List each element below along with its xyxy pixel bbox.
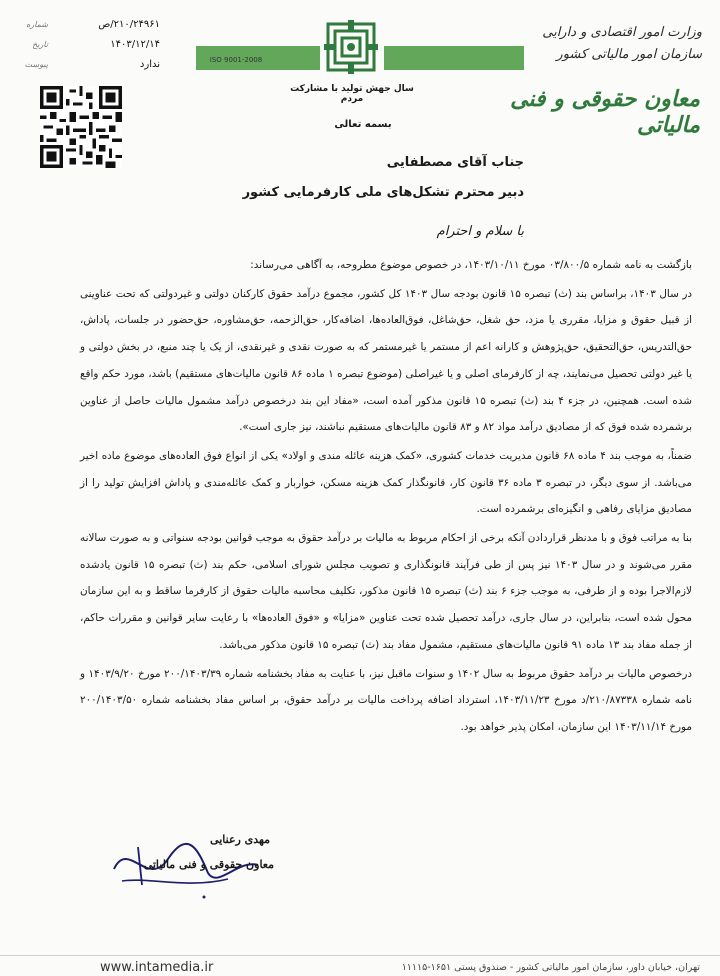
year-motto: سال جهش تولید با مشارکت مردم [290, 84, 414, 104]
meta-date-row [20, 34, 160, 54]
iso-label: ISO 9001-2008 [209, 56, 263, 64]
signatory-name: مهدی رعنایی [210, 833, 270, 846]
recipient-title: دبیر محترم تشکل‌های ملی کارفرمایی کشور [242, 185, 524, 200]
letter-meta [20, 14, 160, 74]
bismillah: بسمه تعالی [334, 119, 392, 130]
ministry-name: وزارت امور اقتصادی و دارایی [542, 25, 702, 40]
letter-number: ۲۱۰/۲۴۹۶۱/ص [98, 18, 160, 30]
tax-organization-emblem-icon [322, 18, 380, 76]
qr-code-icon[interactable] [40, 86, 122, 168]
attachment-label: پیوست [24, 59, 48, 69]
letter-attachment: ندارد [139, 58, 160, 70]
body-paragraph: ضمناً، به موجب بند ۴ ماده ۶۸ قانون مدیریت خدمات کشوری، «کمک هزینه عائله مندی و اولاد» یکی از انواع فوق العاده‌های موضوع ماده اخیر می‌باشد. از سوی دیگر، در تبصره ۳ ماده ۳۶ قانون کار، قانونگذار کمک هزینه مسکن، خواربار و کمک عائله‌مندی و پاداش افزایش تولید را از مصادیق مزایای رفاهی و انگیزه‌ای برشمرده است. [80, 449, 692, 516]
meta-number-row [20, 14, 160, 34]
number-label: شماره [26, 19, 48, 29]
meta-attachment-row [20, 54, 160, 74]
letter-date: ۱۴۰۳/۱۲/۱۴ [110, 38, 160, 50]
signatory-title: معاون حقوقی و فنی مالیاتی [143, 858, 274, 871]
footer-website-link[interactable]: www.intamedia.ir [100, 960, 214, 975]
organization-name: سازمان امور مالیاتی کشور [556, 47, 702, 62]
deputy-title: معاون حقوقی و فنی مالیاتی [510, 86, 700, 138]
header-green-bar-right [384, 46, 524, 70]
body-paragraph: بازگشت به نامه شماره ۰۳/۸۰۰/۵ مورخ ۱۴۰۳/۱۰/۱۱، در خصوص موضوع مطروحه، به آگاهی می‌رساند: [250, 259, 692, 271]
body-paragraph: بنا به مراتب فوق و با مدنظر قراردادن آنکه برخی از احکام مربوط به مالیات بر درآمد حقوق به موجب قوانین بودجه سنواتی و به صورت سالانه مقرر می‌شوند و در سال ۱۴۰۳ نیز پس از طی فرآیند قانونگذاری و تصویب مجلس شورای اسلامی، حکم بند (ث) تبصره ۱۵ قانون یادشده لازم‌الاجرا بوده و از طرفی، به موجب جزء ۶ بند (ث) تبصره ۱۵ قانون مذکور، تکلیف محاسبه مالیات حقوق از کارفرما ساقط و به این سازمان محول شده است، بنابراین، در سال جاری، درآمد تحصیل شده تحت عناوین «مزایا» و «فوق العاده‌ها» با رعایت سایر قوانین و مقررات حاکم، از جمله مفاد بند ۱۳ ماده ۹۱ قانون مالیات‌های مستقیم، مشمول مفاد بند (ث) تبصره ۱۵ قانون مذکور می‌باشد. [80, 532, 693, 651]
recipient-block [224, 148, 524, 208]
recipient-name: جناب آقای مصطفایی [386, 155, 524, 170]
date-label: تاریخ [32, 39, 48, 49]
body-paragraph: در سال ۱۴۰۳، براساس بند (ث) تبصره ۱۵ قانون بودجه سال ۱۴۰۳ کل کشور، مجموع درآمد حقوق کارکنان دولتی و غیردولتی که تحت عناوینی از قبیل حقوق و مزایا، مقرری یا مزد، حق شغل، حق‌شاغل، فوق‌العاده‌ها، اضافه‌کار، حق‌الزحمه، حق‌مشاوره، حق‌حضور در جلسات، پاداش، حق‌التدریس، حق‌التحقیق، حق‌پژوهش و کارانه اعم از مستمر یا غیرمستمر که به صورت نقدی و غیرنقدی، از یک یا چند منبع، در بخش دولتی و یا غیر دولتی تحصیل می‌نمایند، چه از کارفرمای اصلی و یا غیراصلی (موضوع تبصره ۱ ماده ۸۶ قانون مالیات‌های مستقیم) باشد، مورد حکم واقع شده است. همچنین، در جزء ۴ بند (ث) تبصره ۱۵ قانون مذکور آمده است، «مفاد این بند درخصوص درآمد مشمول مالیات حاصل از عناوین برشمرده شده فوق که از مصادیق درآمد مواد ۸۲ و ۸۳ قانون مالیات‌های مستقیم نباشند، نیز جاری است». [80, 287, 692, 434]
greeting: با سلام و احترام [436, 224, 524, 239]
letter-body [80, 252, 692, 741]
body-paragraph: درخصوص مالیات بر درآمد حقوق مربوط به سال ۱۴۰۲ و سنوات ماقبل نیز، با عنایت به مفاد بخشنامه شماره ۲۰۰/۱۴۰۳/۳۹ مورخ ۱۴۰۳/۹/۲۰ و نامه شماره ۲۱۰/۸۷۳۳۸/د مورخ ۱۴۰۳/۱۱/۲۳، استرداد اضافه پرداخت مالیات بر درآمد حقوق، بر اساس مفاد بخشنامه شماره ۲۰۰/۱۴۰۳/۵۰ مورخ ۱۴۰۳/۱۱/۱۴ این سازمان، امکان پذیر خواهد بود. [80, 667, 692, 733]
footer-divider [0, 955, 720, 956]
footer-address: تهران، خیابان داور، سازمان امور مالیاتی کشور - صندوق پستی ۱۶۵۱-۱۱۱۱۵ [401, 962, 700, 973]
